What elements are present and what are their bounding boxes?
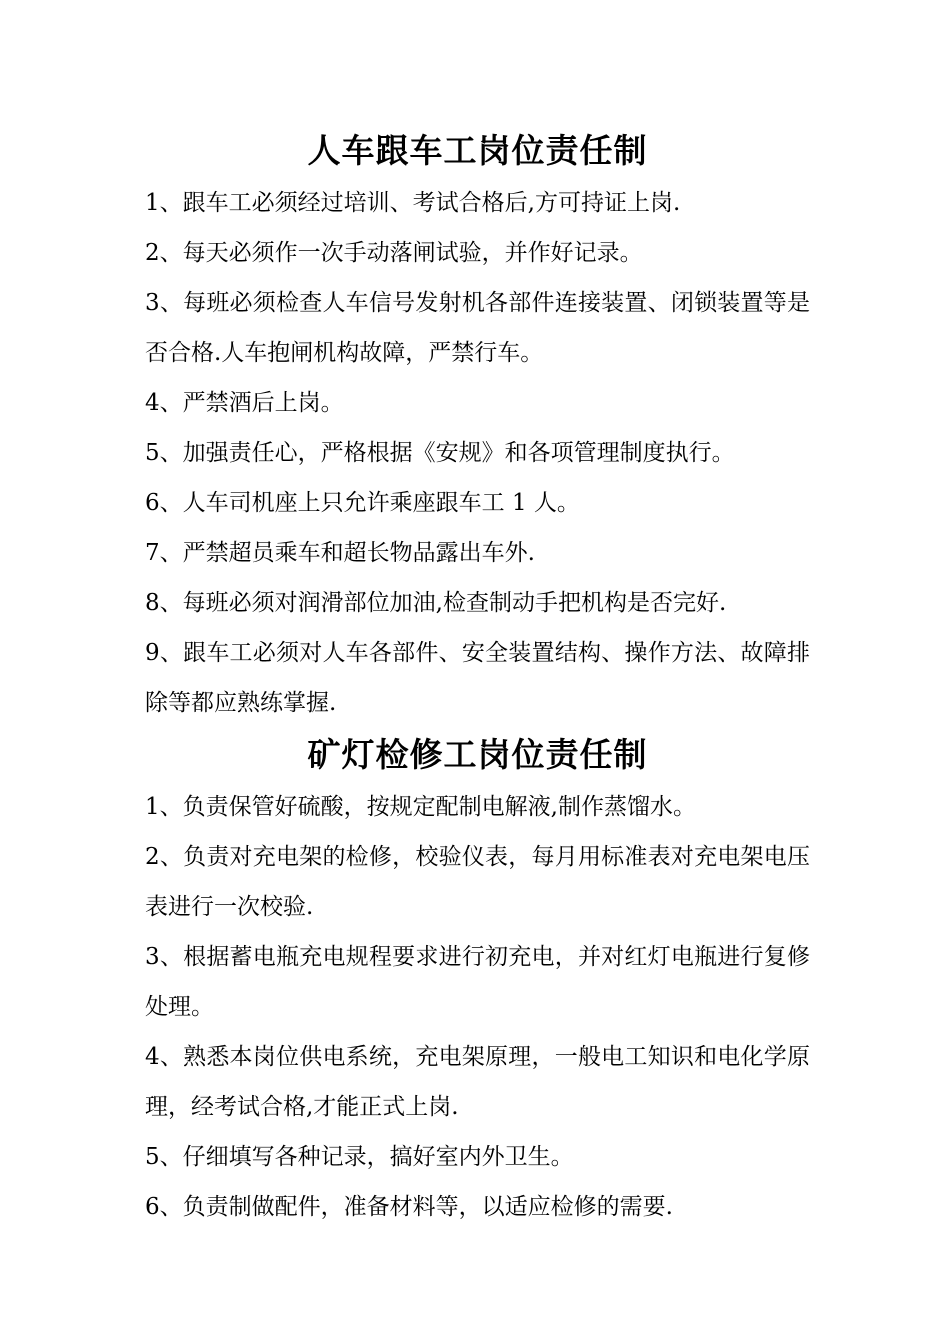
list-item: 4、熟悉本岗位供电系统，充电架原理，一般电工知识和电化学原理，经考试合格,才能正式上岗. (145, 1044, 810, 1120)
list-item: 1、跟车工必须经过培训、考试合格后,方可持证上岗. (145, 190, 681, 216)
list-item: 4、严禁酒后上岗。 (145, 390, 344, 416)
list-item: 9、跟车工必须对人车各部件、安全装置结构、操作方法、故障排除等都应熟练掌握. (145, 640, 810, 716)
list-item: 8、每班必须对润滑部位加油,检查制动手把机构是否完好. (145, 590, 727, 616)
list-item: 6、负责制做配件，准备材料等，以适应检修的需要. (145, 1194, 673, 1220)
document-page (145, 124, 810, 1232)
list-item: 5、仔细填写各种记录，搞好室内外卫生。 (145, 1144, 574, 1170)
list-item: 7、严禁超员乘车和超长物品露出车外. (145, 540, 535, 566)
section-kuangdeng-jianxiugong (145, 728, 810, 1232)
list-item: 2、每天必须作一次手动落闸试验，并作好记录。 (145, 240, 643, 266)
list-item: 5、加强责任心，严格根据《安规》和各项管理制度执行。 (145, 440, 735, 466)
list-item: 3、每班必须检查人车信号发射机各部件连接装置、闭锁装置等是否合格.人车抱闸机构故障，严禁行车。 (145, 290, 810, 366)
section-title: 人车跟车工岗位责任制 (307, 131, 648, 170)
list-item: 3、根据蓄电瓶充电规程要求进行初充电，并对红灯电瓶进行复修处理。 (145, 944, 810, 1020)
list-item: 6、人车司机座上只允许乘座跟车工 1 人。 (145, 490, 580, 516)
list-item: 2、负责对充电架的检修，校验仪表，每月用标准表对充电架电压表进行一次校验. (145, 844, 810, 920)
section-title: 矿灯检修工岗位责任制 (307, 735, 648, 774)
section-renche-genchegong (145, 124, 810, 728)
list-item: 1、负责保管好硫酸，按规定配制电解液,制作蒸馏水。 (145, 794, 696, 820)
